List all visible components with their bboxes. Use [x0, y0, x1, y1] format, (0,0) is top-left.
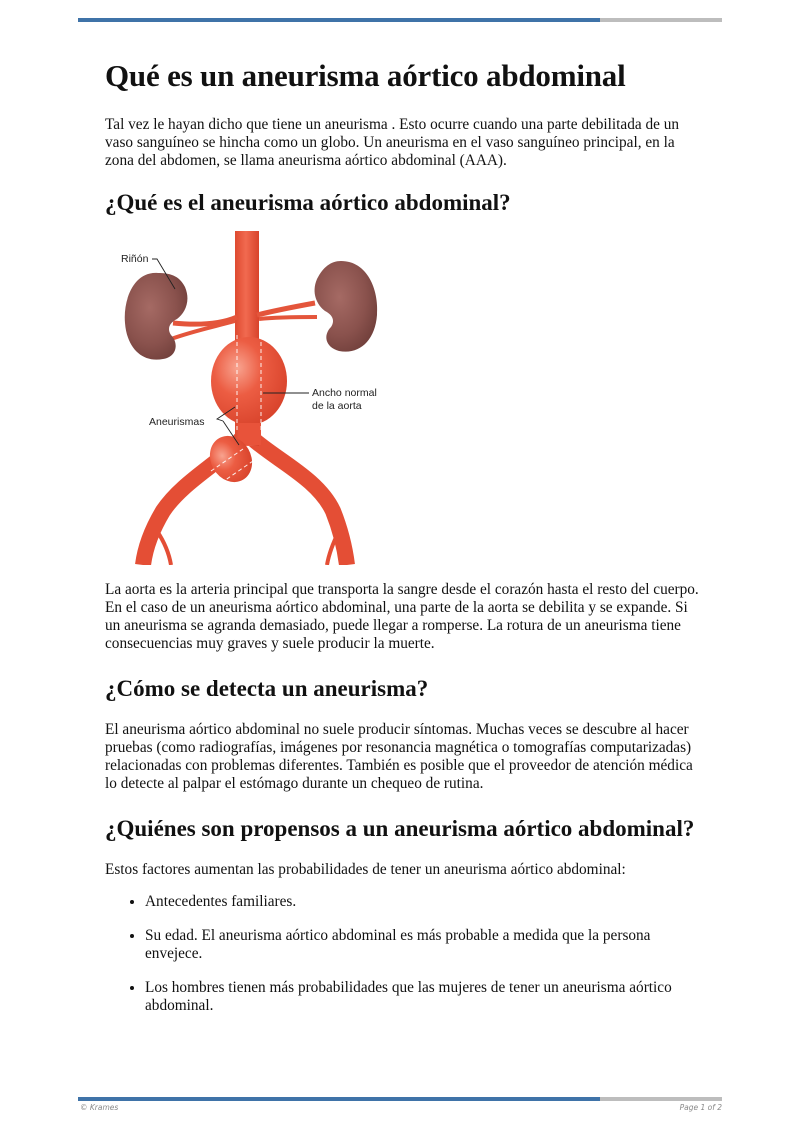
label-aneurysms: Aneurismas [149, 416, 205, 428]
risk-intro-paragraph: Estos factores aumentan las probabilidades de tener un aneurisma aórtico abdominal: [105, 861, 626, 878]
aorta-diagram [113, 231, 393, 565]
section-heading-risk: ¿Quiénes son propensos a un aneurisma aórtico abdominal? [105, 816, 695, 841]
list-item: • Antecedentes familiares. [145, 893, 705, 911]
page-title: Qué es un aneurisma aórtico abdominal [105, 58, 626, 93]
document-body [105, 56, 705, 1031]
detection-paragraph: El aneurisma aórtico abdominal no suele producir síntomas. Muchas veces se descubre al hacer pruebas (como radiografías, imágenes por resonancia magnética o tomografías computarizadas) relacionadas con problemas diferentes. También es posible que el proveedor de atención médica lo detecte al palpar el estómago durante un chequeo de rutina. [105, 721, 693, 792]
label-kidney: Riñón [121, 253, 149, 265]
list-item: • Su edad. El aneurisma aórtico abdominal es más probable a medida que la persona envejece. [145, 927, 705, 963]
list-item: • Los hombres tienen más probabilidades que las mujeres de tener un aneurisma aórtico abdominal. [145, 979, 705, 1015]
label-normal-width-1: Ancho normal [312, 387, 377, 399]
footer-bar-secondary [600, 1097, 722, 1101]
section-heading-what-is: ¿Qué es el aneurisma aórtico abdominal? [105, 190, 511, 215]
footer-page-number: Page 1 of 2 [679, 1103, 722, 1112]
header-bar-secondary [600, 18, 722, 22]
footer-copyright: © Krames [80, 1103, 119, 1112]
footer-bar [78, 1097, 722, 1101]
header-bar-primary [78, 18, 600, 22]
section-heading-detection: ¿Cómo se detecta un aneurisma? [105, 676, 429, 701]
left-kidney [125, 273, 188, 360]
abdominal-aneurysm [211, 337, 287, 425]
intro-paragraph: Tal vez le hayan dicho que tiene un aneurisma . Esto ocurre cuando una parte debilitada de un vaso sanguíneo se hincha como un globo. Un aneurisma en el vaso sanguíneo principal, en la zona del abdomen, se llama aneurisma aórtico abdominal (AAA). [105, 116, 680, 169]
right-kidney [315, 261, 378, 352]
aorta-illustration [113, 231, 393, 565]
label-normal-width-2: de la aorta [312, 400, 362, 412]
footer-bar-primary [78, 1097, 600, 1101]
header-bar [78, 18, 722, 22]
aorta-paragraph: La aorta es la arteria principal que transporta la sangre desde el corazón hasta el resto del cuerpo. En el caso de un aneurisma aórtico abdominal, una parte de la aorta se debilita y se expande. Si un aneurisma se agranda demasiado, puede llegar a romperse. La rotura de un aneurisma tiene consecuencias muy graves y suele producir la muerte. [105, 581, 699, 652]
risk-factor-list [105, 893, 705, 1015]
